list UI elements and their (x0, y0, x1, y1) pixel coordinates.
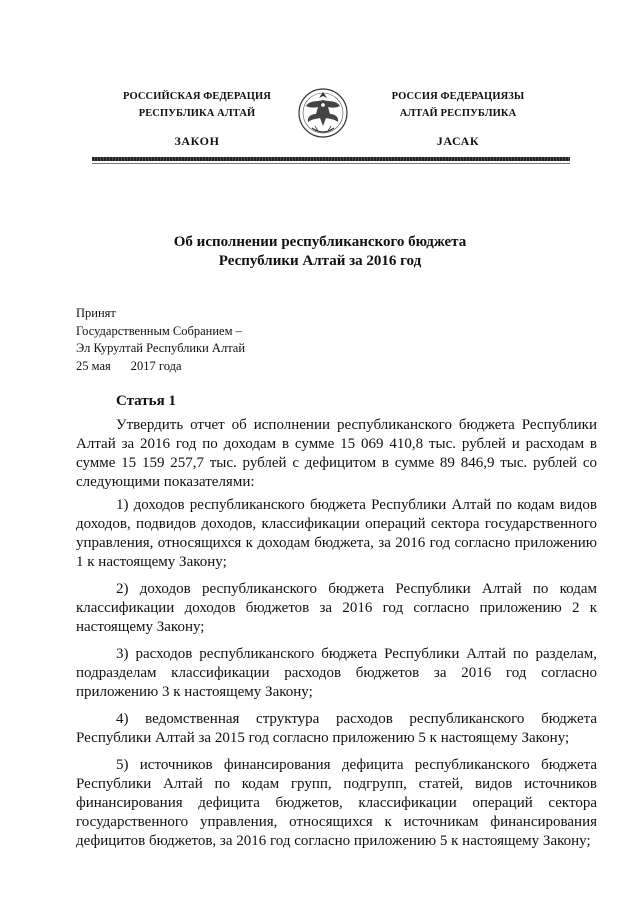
header-right-law: JАСАК (436, 134, 480, 148)
article-paragraph: Утвердить отчет об исполнении республиканского бюджета Республики Алтай за 2016 год по доходам в сумме 15 069 410,8 тыс. рублей и расходам в сумме 15 159 257,7 тыс. рублей с дефицитом в сумме 89 846,9 тыс. рублей со следующими показателями: (76, 417, 597, 490)
header-left-country: РОССИЙСКАЯ ФЕДЕРАЦИЯ (123, 91, 271, 102)
document-title (0, 233, 640, 271)
header-left-law: ЗАКОН (174, 134, 220, 148)
adopted-label: Принят (76, 306, 116, 320)
article-paragraph: 2) доходов республиканского бюджета Республики Алтай по кодам классификации доходов бюджетов за 2016 год согласно приложению 2 к настоящему Закону; (76, 581, 597, 635)
article-paragraph: 4) ведомственная структура расходов республиканского бюджета Республики Алтай за 2015 год согласно приложению 5 к настоящему Закону; (76, 711, 597, 746)
adoption-block (76, 305, 245, 375)
header-divider-thin (92, 163, 570, 164)
adoption-date-day: 25 мая (76, 358, 111, 373)
title-line-1: Об исполнении республиканского бюджета (173, 234, 467, 250)
header-right (363, 88, 553, 150)
adoption-date-year: 2017 года (130, 358, 182, 373)
adopted-assembly: Эл Курултай Республики Алтай (76, 341, 246, 355)
adopted-by: Государственным Собранием – (76, 323, 242, 338)
article-paragraph: 5) источников финансирования дефицита республиканского бюджета Республики Алтай по кодам групп, подгрупп, статей, видов источников финансирования дефицита бюджетов, классификации операций сектора государственного управления, относящихся к источникам финансирования дефицитов бюджетов, за 2016 год согласно приложению 5 к настоящему Закону; (76, 757, 597, 849)
article-heading: Статья 1 (116, 393, 176, 409)
article-body (76, 416, 597, 859)
header-right-country: РОССИЯ ФЕДЕРАЦИЯЗЫ (391, 91, 525, 102)
article-paragraph: 3) расходов республиканского бюджета Республики Алтай по разделам, подразделам классификации расходов бюджетов за 2016 год согласно приложению 3 к настоящему Закону; (76, 646, 597, 700)
header-left-republic: РЕСПУБЛИКА АЛТАЙ (138, 108, 256, 119)
title-line-2: Республики Алтай за 2016 год (218, 253, 422, 269)
header-divider (92, 157, 570, 161)
adoption-date (76, 358, 245, 376)
header-left (102, 88, 292, 150)
article-paragraph: 1) доходов республиканского бюджета Республики Алтай по кодам видов доходов, подвидов доходов, классификации операций сектора государственного управления, относящихся к доходам бюджета, за 2016 год согласно приложению 1 к настоящему Закону; (76, 497, 597, 570)
header-right-republic: АЛТАЙ РЕСПУБЛИКА (399, 108, 517, 119)
coat-of-arms-icon (296, 82, 350, 142)
